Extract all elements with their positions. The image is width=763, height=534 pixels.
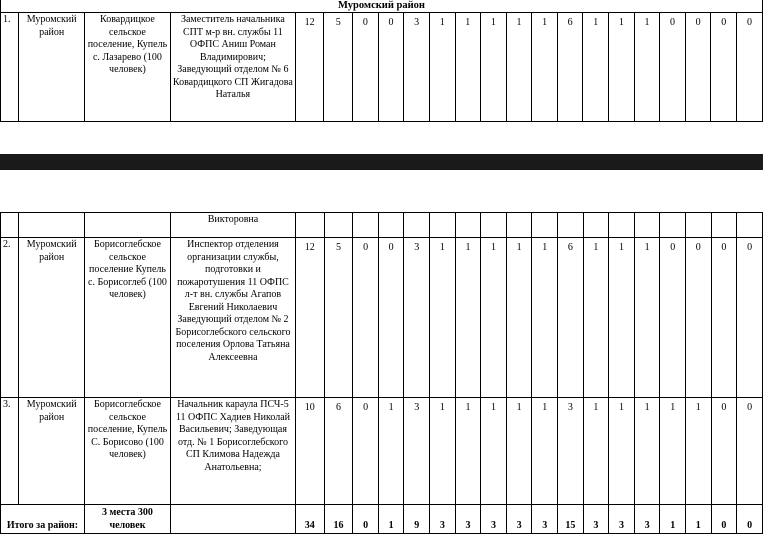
- value-cell: 1: [481, 238, 507, 398]
- table-row-continuation: [1, 213, 763, 238]
- value-cell: 0: [737, 398, 763, 505]
- table-row: [1, 238, 763, 398]
- value-cell: 1: [609, 13, 635, 122]
- total-label: Итого за район:: [1, 505, 85, 534]
- value-cell: 3: [404, 398, 430, 505]
- total-value-cell: 3: [481, 505, 507, 534]
- value-cell: 1: [481, 13, 507, 122]
- value-cell: 1: [430, 238, 456, 398]
- total-summary: 3 места 300 человек: [84, 505, 170, 534]
- value-cell: 1: [634, 398, 660, 505]
- value-cell: 1: [660, 398, 686, 505]
- value-cell: 3: [404, 238, 430, 398]
- total-value-cell: 1: [660, 505, 686, 534]
- value-cell: 0: [353, 398, 379, 505]
- total-value-cell: 15: [558, 505, 584, 534]
- total-value-cell: 3: [532, 505, 558, 534]
- value-cell: 0: [711, 13, 737, 122]
- settlement-cell: Борисоглебское сельское поселение, Купель С. Борисово (100 человек): [84, 398, 170, 505]
- district-cell: Муромский район: [19, 398, 85, 505]
- value-cell: 0: [660, 13, 686, 122]
- persons-cell: Начальник караула ПСЧ-5 11 ОФПС Хадиев Николай Васильевич; Заведующая отд. № 1 Борисоглебского СП Климова Надежда Анатольевна;: [171, 398, 296, 505]
- total-value-cell: 0: [737, 505, 763, 534]
- value-cell: 1: [455, 398, 481, 505]
- value-cell: 1: [634, 238, 660, 398]
- value-cell: 0: [711, 238, 737, 398]
- value-cell: 1: [506, 13, 532, 122]
- value-cell: 1: [609, 398, 635, 505]
- value-cell: 0: [378, 238, 404, 398]
- value-cell: 0: [737, 13, 763, 122]
- total-row: [1, 505, 763, 534]
- value-cell: 5: [324, 13, 353, 122]
- value-cell: 3: [558, 398, 584, 505]
- value-cell: 1: [532, 238, 558, 398]
- value-cell: 6: [557, 13, 583, 122]
- row-index: 3.: [1, 398, 19, 505]
- value-cell: 5: [324, 238, 353, 398]
- value-cell: 1: [532, 398, 558, 505]
- total-value-cell: 16: [324, 505, 353, 534]
- persons-cell: Инспектор отделения организации службы, подготовки и пожаротушения 11 ОФПС л-т вн. службы Агапов Евгений Николаевич Заведующий отделом № 2 Борисоглебского сельского поселения Орлова Татьяна Алексеевна: [171, 238, 296, 398]
- value-cell: 3: [404, 13, 430, 122]
- value-cell: 6: [324, 398, 353, 505]
- value-cell: 1: [506, 238, 532, 398]
- value-cell: 1: [430, 398, 456, 505]
- page-break-bar: [0, 154, 763, 170]
- table-top-section: [0, 0, 763, 122]
- value-cell: 0: [353, 238, 379, 398]
- total-value-cell: 3: [506, 505, 532, 534]
- value-cell: 12: [295, 238, 324, 398]
- district-header-row: [1, 0, 763, 13]
- total-value-cell: 3: [634, 505, 660, 534]
- value-cell: 1: [532, 13, 558, 122]
- total-value-cell: 3: [430, 505, 456, 534]
- value-cell: 1: [378, 398, 404, 505]
- row-index: 2.: [1, 238, 19, 398]
- value-cell: 1: [609, 238, 635, 398]
- value-cell: 1: [481, 398, 507, 505]
- value-cell: 1: [583, 398, 609, 505]
- value-cell: 0: [685, 13, 711, 122]
- value-cell: 0: [711, 398, 737, 505]
- value-cell: 1: [429, 13, 455, 122]
- total-value-cell: 34: [295, 505, 324, 534]
- value-cell: 12: [295, 13, 324, 122]
- value-cell: 1: [583, 13, 609, 122]
- total-value-cell: 3: [455, 505, 481, 534]
- value-cell: 0: [353, 13, 379, 122]
- value-cell: 1: [455, 13, 481, 122]
- district-cell: Муромский район: [19, 238, 85, 398]
- table-row: [1, 13, 763, 122]
- table-bottom-section: [0, 212, 763, 534]
- persons-cell-continuation: Викторовна: [171, 213, 296, 238]
- value-cell: 0: [378, 13, 404, 122]
- total-value-cell: 1: [378, 505, 404, 534]
- settlement-cell: Ковардицкое сельское поселение, Купель с. Лазарево (100 человек): [84, 13, 170, 122]
- value-cell: 10: [295, 398, 324, 505]
- persons-cell: Заместитель начальника СПТ м-р вн. службы 11 ОФПС Аниш Роман Владимирович; Заведующий отделом № 6 Ковардицкого СП Жигадова Наталья: [170, 13, 295, 122]
- district-cell: Муромский район: [19, 13, 85, 122]
- value-cell: 1: [455, 238, 481, 398]
- value-cell: 1: [583, 238, 609, 398]
- total-value-cell: 3: [609, 505, 635, 534]
- value-cell: 1: [506, 398, 532, 505]
- value-cell: 6: [558, 238, 584, 398]
- value-cell: 0: [660, 238, 686, 398]
- district-header: Муромский район: [1, 0, 763, 13]
- value-cell: 1: [686, 398, 712, 505]
- value-cell: 0: [686, 238, 712, 398]
- total-value-cell: 1: [686, 505, 712, 534]
- row-index: 1.: [1, 13, 19, 122]
- total-value-cell: 0: [353, 505, 379, 534]
- table-row: [1, 398, 763, 505]
- total-value-cell: 9: [404, 505, 430, 534]
- total-value-cell: 3: [583, 505, 609, 534]
- total-value-cell: 0: [711, 505, 737, 534]
- settlement-cell: Борисоглебское сельское поселение Купель с. Борисоглеб (100 человек): [84, 238, 170, 398]
- value-cell: 1: [634, 13, 660, 122]
- value-cell: 0: [737, 238, 763, 398]
